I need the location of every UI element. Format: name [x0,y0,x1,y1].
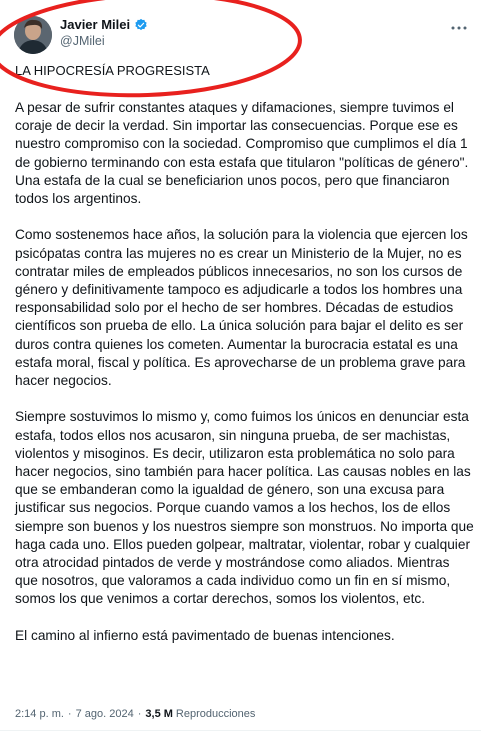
avatar[interactable] [14,16,52,54]
post-meta [15,708,255,720]
post-paragraph: El camino al infierno está pavimentado de buenas intenciones. [15,627,395,643]
meta-separator: · [137,708,142,720]
verified-badge-icon [134,18,148,32]
post-paragraph: Como sostenemos hace años, la solución para la violencia que ejercen los psicópatas contra las mujeres no es crear un Ministerio de la Mujer, no es contratar miles de empleados públicos innecesarios, no son los cursos de género y definitivamente tampoco es adjudicarle a todos los hombres una responsabilidad solo por el hecho de ser hombres. Décadas de estudios científicos son prueba de ello. La única solución para bajar el delito es ser duros contra quienes los cometen. Aumentar la burocracia estatal es una estafa moral, fiscal y política. Es aprovecharse de un problema grave para hacer negocios. [15,227,468,389]
post-date[interactable]: 7 ago. 2024 [75,708,134,720]
post-title: LA HIPOCRESÍA PROGRESISTA [15,63,210,78]
meta-separator: · [67,708,72,720]
author-handle[interactable]: @JMilei [60,34,105,48]
post-body [15,99,475,663]
views-count: 3,5 M [145,708,173,720]
annotation-ellipse [0,0,310,104]
post-paragraph: Siempre sostuvimos lo mismo y, como fuimos los únicos en denunciar esta estafa, todos ellos nos acusaron, sin ninguna prueba, de ser machistas, violentos y misoginos. Es decir, utilizaron esta problemática no solo para hacer negocios, sino también para hacer política. Las causas nobles en las que se embanderan como la igualdad de género, son una excusa para justificar sus negocios. Porque cuando vamos a los hechos, los de ellos siempre son buenos y los nuestros siempre son monstruos. No importa que haga cada uno. Ellos pueden golpear, maltratar, violentar, robar y cualquier otra atrocidad pintados de verde y mostrándose como aliados. Mientras que nosotros, que valoramos a cada individuo como un fin en sí mismo, somos los que venimos a cortar derechos, somos los violentos, etc. [15,409,474,607]
views-label: Reproducciones [175,708,256,720]
author-name[interactable]: Javier Milei [60,17,131,32]
post-time[interactable]: 2:14 p. m. [15,708,64,720]
post-paragraph: A pesar de sufrir constantes ataques y difamaciones, siempre tuvimos el coraje de decir la verdad. Sin importar las consecuencias. Porque ese es nuestro compromiso con la sociedad. Compromiso que cumplimos el día 1 de gobierno terminando con esta estafa que titularon "políticas de género". Una estafa de la cual se beneficiarion unos pocos, pero que financiaron todos los argentinos. [15,100,469,207]
more-options-icon[interactable] [450,20,468,30]
divider [0,730,481,731]
author-name-row[interactable] [60,17,148,32]
